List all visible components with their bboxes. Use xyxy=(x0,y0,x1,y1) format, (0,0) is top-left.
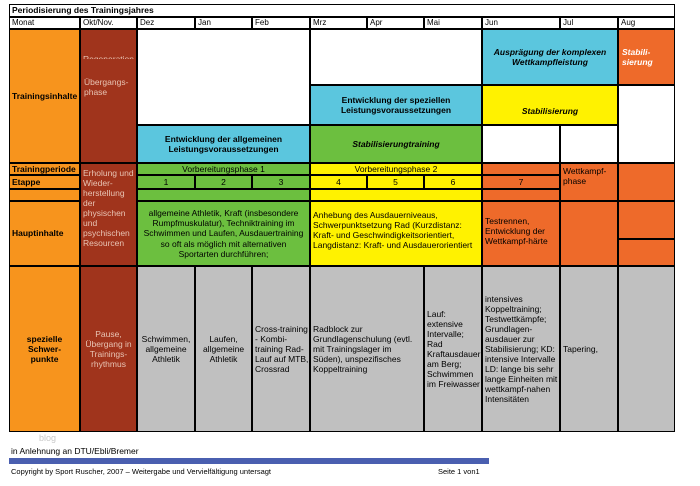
empty-jul-low xyxy=(560,125,618,163)
wettkampfphase-cell xyxy=(560,163,618,201)
label-trainingsinhalte: Trainingsinhalte xyxy=(9,29,80,163)
etappe-2: 2 xyxy=(195,175,252,189)
haupt-aug xyxy=(618,201,675,239)
spez-feb: Cross-training - Kombi-training Rad-Lauf auf MTB, Crossrad xyxy=(252,266,310,432)
header-jul: Jul xyxy=(560,17,618,29)
speziell-cell: Entwicklung der speziellen Leistungsvoraussetzungen xyxy=(310,85,482,125)
empty-mrz-mai-top xyxy=(310,29,482,85)
etappe-3: 3 xyxy=(252,175,310,189)
header-dez: Dez xyxy=(137,17,195,29)
footer-copyright: Copyright by Sport Ruscher, 2007 – Weitergabe und Vervielfältigung untersagt xyxy=(11,467,272,476)
pause-cell: Pause, Übergang in Trainings-rhythmus xyxy=(80,266,137,432)
watermark: blog xyxy=(39,433,57,443)
stabilisierung-aug-cell xyxy=(618,29,675,85)
period-vb1: Vorbereitungsphase 1 xyxy=(137,163,310,175)
header-monat: Monat xyxy=(9,17,80,29)
label-spacer xyxy=(9,189,80,201)
header-aug: Aug xyxy=(618,17,675,29)
page-title: Periodisierung des Trainingsjahres xyxy=(9,4,675,17)
spez-mai: Lauf: extensive Intervalle; Rad Kraftausdauer am Berg; Schwimmen im Freiwasser xyxy=(424,266,482,432)
erholung-text: Erholung und Wieder-herstellung der physischen und psychischen Resourcen xyxy=(83,168,134,249)
etappe-7: 7 xyxy=(482,175,560,189)
period-jun xyxy=(482,163,560,175)
etappe-spacer-yellow xyxy=(310,189,482,201)
etappe-1: 1 xyxy=(137,175,195,189)
komplex-cell: Ausprägung der komplexen Wettkampfleistung xyxy=(482,29,618,85)
source-note: in Anlehnung an DTU/Ebli/Bremer xyxy=(11,446,139,456)
etappe-6: 6 xyxy=(424,175,482,189)
header-apr: Apr xyxy=(367,17,424,29)
wettkampf-aug-top xyxy=(618,163,675,201)
etappe-spacer-red xyxy=(482,189,560,201)
header-jan: Jan xyxy=(195,17,252,29)
empty-jun-low xyxy=(482,125,560,163)
footer-page: Seite 1 von1 xyxy=(438,467,480,476)
label-etappe: Etappe xyxy=(9,175,80,189)
empty-dez-feb-top xyxy=(137,29,310,125)
spez-jun: intensives Koppeltraining; Testwettkämpfe; Grundlagen-ausdauer zur Stabilisierung; KD: intensive Intervalle LD: lange bis sehr lange Einheiten mit wettkampf-nahen Intensitäten xyxy=(482,266,560,432)
erholung-cell xyxy=(80,163,137,266)
uebergangsphase-text: Übergangs-phase xyxy=(84,77,129,98)
spez-aug xyxy=(618,266,675,432)
spez-mrz-apr: Radblock zur Grundlagenschulung (evtl. mit Trainingslager im Süden), unspezifisches Koppeltraining xyxy=(310,266,424,432)
allgemein-cell: Entwicklung der allgemeinen Leistungsvoraussetzungen xyxy=(137,125,310,163)
stabilisierung-jun-cell: Stabilisierung xyxy=(482,85,618,125)
header-okt-nov: Okt/Nov. xyxy=(80,17,137,29)
stabilisierungstraining-cell: Stabilisierungtraining xyxy=(310,125,482,163)
spez-dez: Schwimmen, allgemeine Athletik xyxy=(137,266,195,432)
label-spezielle: spezielle Schwer-punkte xyxy=(9,266,80,432)
haupt-red-cell: Testrennen, Entwicklung der Wettkampf-härte xyxy=(482,201,560,266)
haupt-aug-low xyxy=(618,239,675,266)
label-trainingsperiode: Trainingperiode xyxy=(9,163,80,175)
uebergangsphase-cell xyxy=(80,59,137,163)
haupt-green-cell: allgemeine Athletik, Kraft (insbesondere Rumpfmuskulatur), Techniktraining im Schwimmen und Laufen, Ausdauertraining so oft als möglich mit alternativen Sportarten durchführen; xyxy=(137,201,310,266)
label-hauptinhalte: Hauptinhalte xyxy=(9,201,80,266)
stabilisierung-aug-text: Stabili-sierung xyxy=(622,46,653,67)
header-jun: Jun xyxy=(482,17,560,29)
haupt-jul xyxy=(560,201,618,266)
header-feb: Feb xyxy=(252,17,310,29)
header-mai: Mai xyxy=(424,17,482,29)
etappe-5: 5 xyxy=(367,175,424,189)
wettkampfphase-text: Wettkampf-phase xyxy=(563,166,607,187)
footer-bar xyxy=(9,458,489,464)
spez-jul: Tapering, xyxy=(560,266,618,432)
etappe-4: 4 xyxy=(310,175,367,189)
spez-jan: Laufen, allgemeine Athletik xyxy=(195,266,252,432)
haupt-yellow-cell: Anhebung des Ausdauerniveaus, Schwerpunktsetzung Rad (Kurzdistanz: Kraft- und Geschwindigkeitsorientiert, Langdistanz: Kraft- und Ausdauerorientiert xyxy=(310,201,482,266)
header-mrz: Mrz xyxy=(310,17,367,29)
etappe-spacer-green xyxy=(137,189,310,201)
empty-aug-mid xyxy=(618,85,675,163)
period-vb2: Vorbereitungsphase 2 xyxy=(310,163,482,175)
